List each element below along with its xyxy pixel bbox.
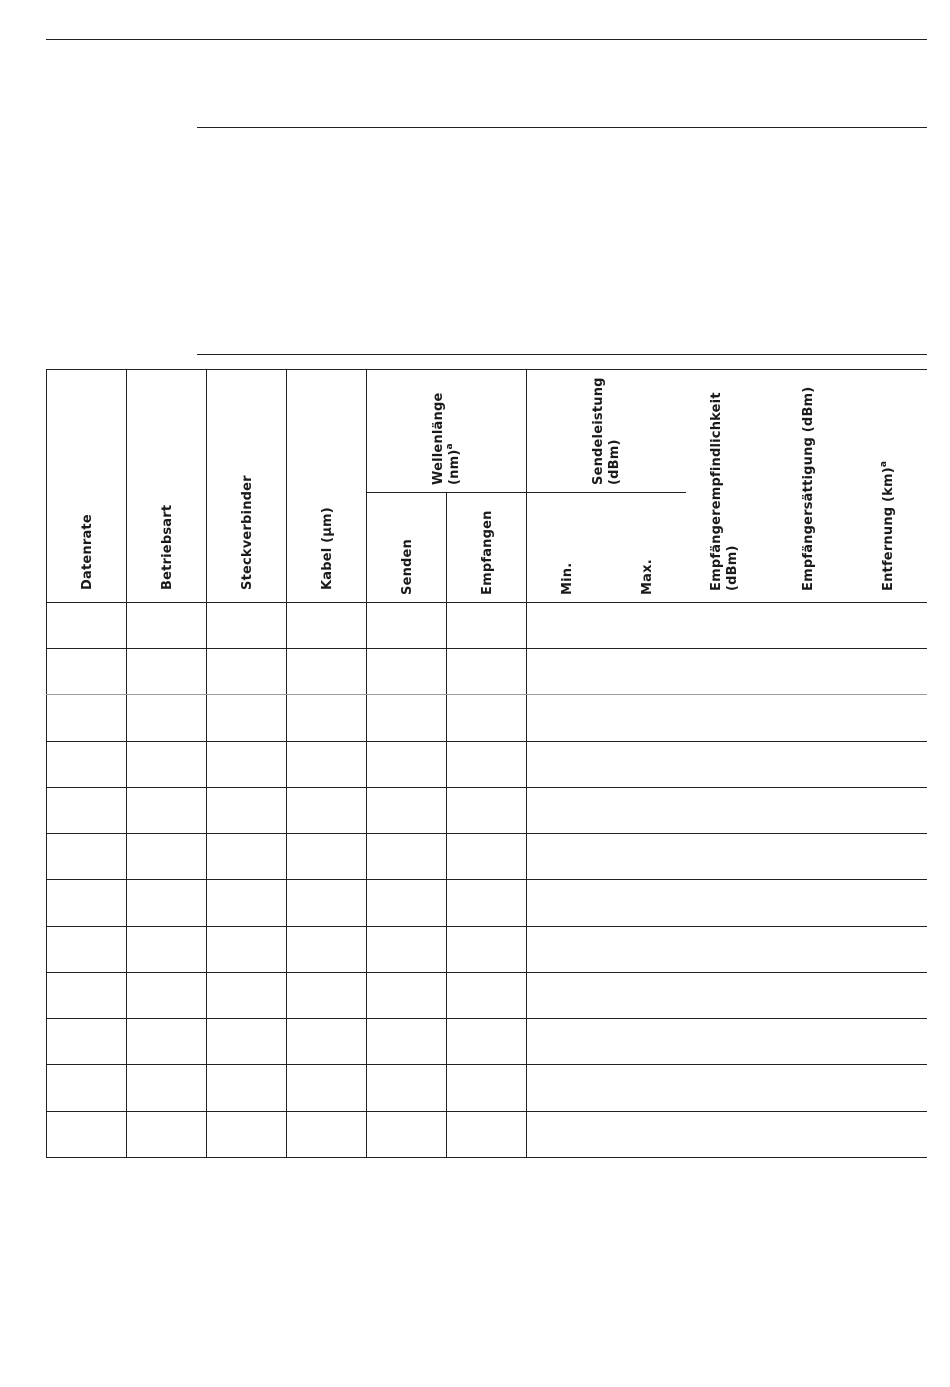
column-divider [126,369,127,1158]
row-divider [46,833,927,834]
header-subdivider-sendeleistung [526,492,686,493]
row-divider [46,926,927,927]
header-datenrate: Datenrate [80,514,95,590]
title-rule-upper [197,127,927,128]
row-divider [46,1064,927,1065]
column-divider [206,369,207,1158]
header-sendeleistung: Sendeleistung (dBm) [591,377,622,485]
header-subdivider-wellenlaenge [366,492,526,493]
row-divider [46,879,927,880]
header-betriebsart: Betriebsart [160,504,175,590]
title-rule-lower [197,354,927,355]
header-empfaengersaettigung: Empfängersättigung (dBm) [801,386,816,591]
header-senden: Senden [400,538,415,595]
header-bottom-rule [46,602,927,603]
column-divider [526,369,527,1158]
row-divider [46,972,927,973]
header-wellenlaenge: Wellenlänge (nm)$^a$ [431,392,462,485]
header-max: Max. [640,559,655,595]
table-border-bottom [46,1157,927,1158]
column-divider [446,492,447,1158]
header-min: Min. [560,562,575,595]
row-divider [46,1111,927,1112]
row-divider [46,1018,927,1019]
header-empfaengerempfindlichkeit: Empfängerempfindlichkeit (dBm) [709,392,740,591]
header-steckverbinder: Steckverbinder [240,475,255,590]
top-rule [46,39,927,40]
row-divider [46,787,927,788]
table-border-left [46,369,47,1158]
column-divider [286,369,287,1158]
row-divider [46,694,927,695]
header-kabel: Kabel (µm) [320,507,335,590]
column-divider [366,369,367,1158]
row-divider [46,741,927,742]
table-border-top [46,369,927,370]
header-empfangen: Empfangen [480,510,495,595]
header-entfernung: Entfernung (km)$^a$ [879,460,896,591]
row-divider [46,648,927,649]
